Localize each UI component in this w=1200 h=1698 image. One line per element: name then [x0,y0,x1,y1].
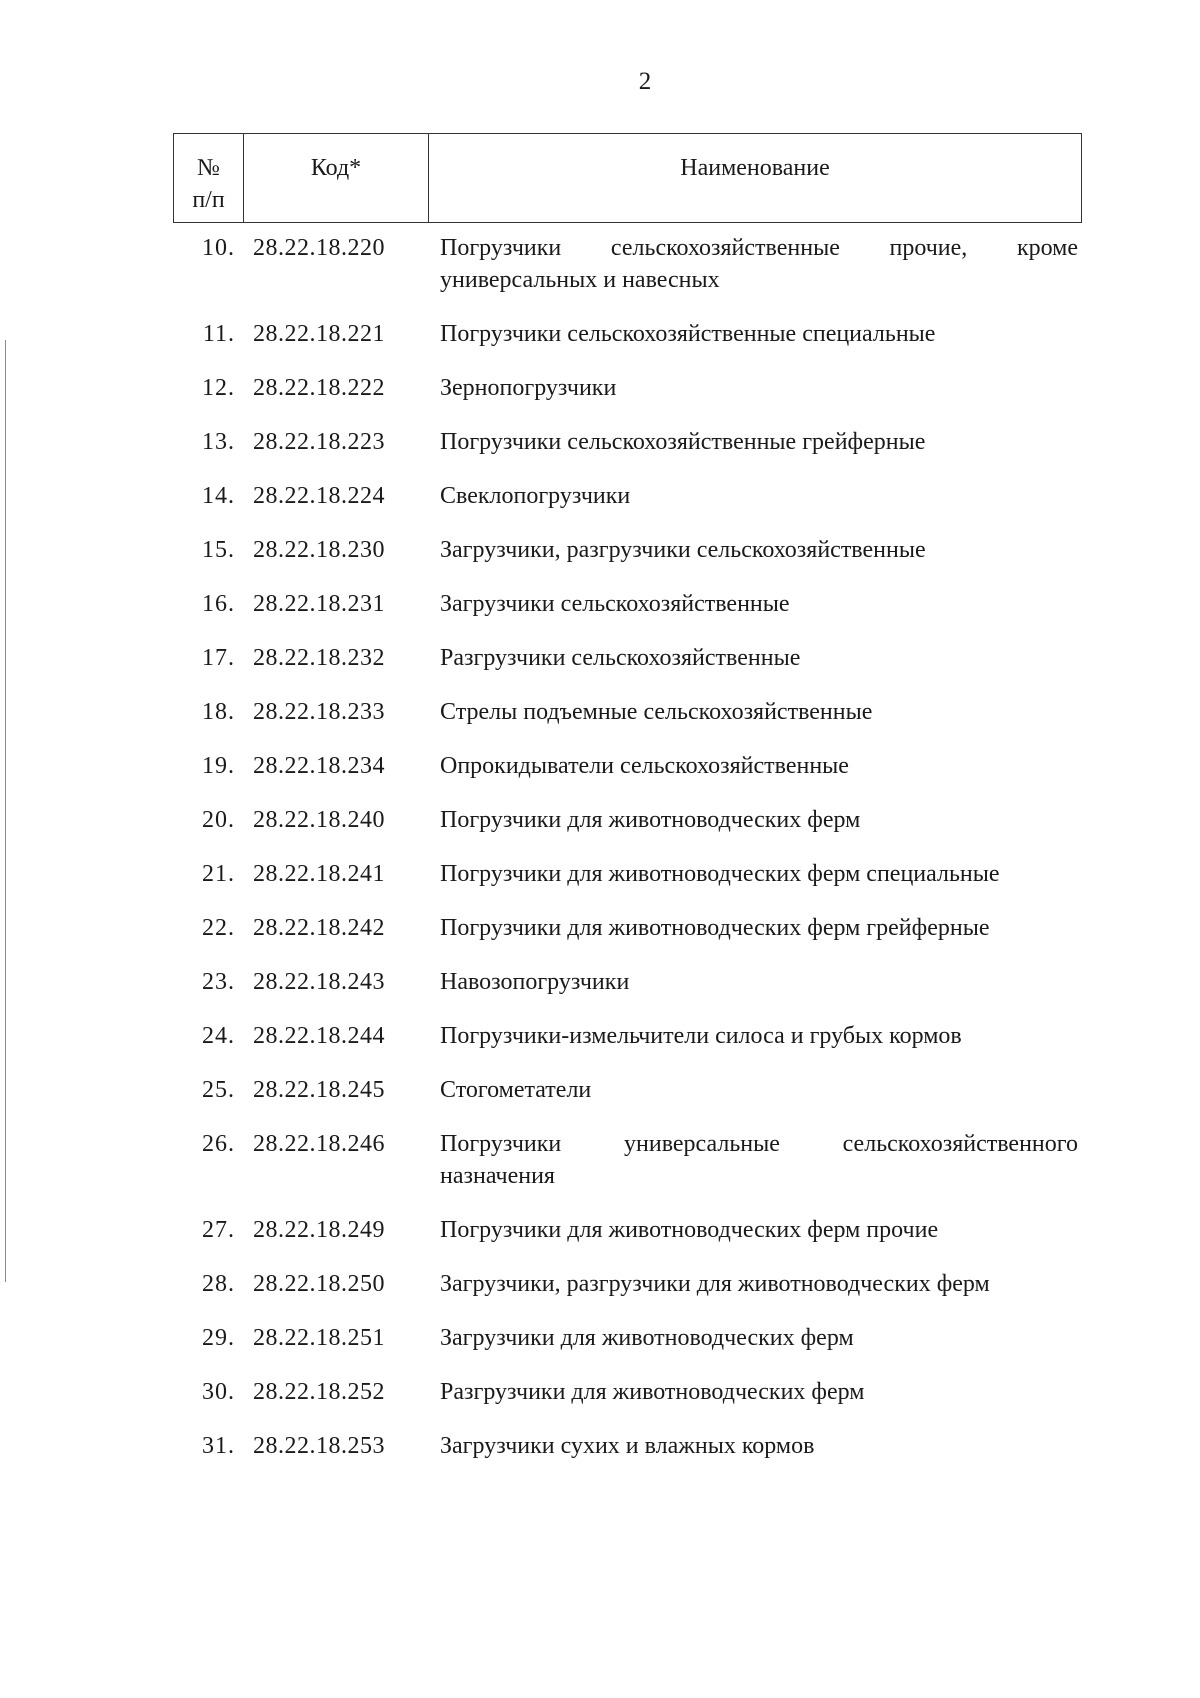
scan-margin-line [5,340,6,1282]
row-number: 23. [202,969,235,995]
row-number: 15. [202,537,235,563]
row-code: 28.22.18.231 [253,591,385,617]
header-number-symbol: № [197,155,220,181]
table-row [173,858,1082,890]
row-number: 30. [202,1379,235,1405]
header-code-column: Код* [244,134,429,222]
row-name: Погрузчики для животноводческих ферм грейферные [440,915,990,941]
table-row [173,588,1082,620]
table-row [173,1268,1082,1300]
row-name: Стрелы подъемные сельскохозяйственные [440,699,873,725]
row-name: Загрузчики для животноводческих ферм [440,1325,854,1351]
row-number: 24. [202,1023,235,1049]
row-name: Погрузчики для животноводческих ферм специальные [440,861,1000,887]
row-name: Загрузчики сельскохозяйственные [440,591,790,617]
table-row [173,1214,1082,1246]
row-name: Зернопогрузчики [440,375,617,401]
row-name: Свеклопогрузчики [440,483,631,509]
row-number: 31. [202,1433,235,1459]
page-number: 2 [638,68,652,95]
header-number-abbrev: п/п [192,187,225,213]
row-code: 28.22.18.223 [253,429,385,455]
row-number: 18. [202,699,235,725]
header-name-column: Наименование [680,155,830,181]
row-name: Опрокидыватели сельскохозяйственные [440,753,849,779]
row-name: Погрузчики-измельчители силоса и грубых кормов [440,1023,962,1049]
table-row [173,804,1082,836]
table-row [173,534,1082,566]
row-name: Навозопогрузчики [440,969,630,995]
header-number-column [174,134,244,222]
table-row [173,1376,1082,1408]
table-row [173,966,1082,998]
table-body [173,232,1082,1484]
row-code: 28.22.18.252 [253,1379,385,1405]
row-name: Разгрузчики сельскохозяйственные [440,645,801,671]
row-code: 28.22.18.220 [253,235,385,261]
row-name: Погрузчики сельскохозяйственные специальные [440,321,936,347]
row-code: 28.22.18.240 [253,807,385,833]
row-name: Погрузчики универсальные сельскохозяйственного назначения [440,1131,1078,1189]
row-name: Загрузчики, разгрузчики сельскохозяйственные [440,537,926,563]
row-number: 16. [202,591,235,617]
table-row [173,696,1082,728]
row-code: 28.22.18.241 [253,861,385,887]
table-row [173,642,1082,674]
row-name: Загрузчики, разгрузчики для животноводческих ферм [440,1271,990,1297]
row-code: 28.22.18.244 [253,1023,385,1049]
row-number: 25. [202,1077,235,1103]
row-number: 14. [202,483,235,509]
table-row [173,1074,1082,1106]
row-code: 28.22.18.224 [253,483,385,509]
row-code: 28.22.18.251 [253,1325,385,1351]
row-code: 28.22.18.234 [253,753,385,779]
table-row [173,1322,1082,1354]
row-name: Погрузчики для животноводческих ферм прочие [440,1217,939,1243]
row-number: 10. [202,235,235,261]
row-number: 19. [202,753,235,779]
row-code: 28.22.18.250 [253,1271,385,1297]
row-number: 12. [202,375,235,401]
row-name: Погрузчики для животноводческих ферм [440,807,861,833]
row-name: Погрузчики сельскохозяйственные прочие, кроме универсальных и навесных [440,235,1078,293]
row-name: Загрузчики сухих и влажных кормов [440,1433,815,1459]
row-number: 26. [202,1131,235,1157]
row-number: 13. [202,429,235,455]
table-row [173,1128,1082,1192]
row-code: 28.22.18.253 [253,1433,385,1459]
table-header [173,133,1082,223]
row-code: 28.22.18.222 [253,375,385,401]
table-row [173,318,1082,350]
row-number: 29. [202,1325,235,1351]
row-code: 28.22.18.233 [253,699,385,725]
row-code: 28.22.18.243 [253,969,385,995]
table-row [173,750,1082,782]
row-name: Погрузчики сельскохозяйственные грейферные [440,429,926,455]
row-code: 28.22.18.246 [253,1131,385,1157]
row-number: 27. [202,1217,235,1243]
row-code: 28.22.18.230 [253,537,385,563]
table-row [173,912,1082,944]
row-name: Стогометатели [440,1077,592,1103]
row-code: 28.22.18.245 [253,1077,385,1103]
table-row [173,1020,1082,1052]
row-number: 17. [202,645,235,671]
row-number: 22. [202,915,235,941]
row-code: 28.22.18.249 [253,1217,385,1243]
row-number: 20. [202,807,235,833]
row-name: Разгрузчики для животноводческих ферм [440,1379,865,1405]
table-row [173,372,1082,404]
row-number: 21. [202,861,235,887]
row-code: 28.22.18.232 [253,645,385,671]
row-code: 28.22.18.221 [253,321,385,347]
row-code: 28.22.18.242 [253,915,385,941]
table-row [173,1430,1082,1462]
table-row [173,232,1082,296]
table-row [173,480,1082,512]
row-number: 11. [202,321,235,347]
table-row [173,426,1082,458]
row-number: 28. [202,1271,235,1297]
